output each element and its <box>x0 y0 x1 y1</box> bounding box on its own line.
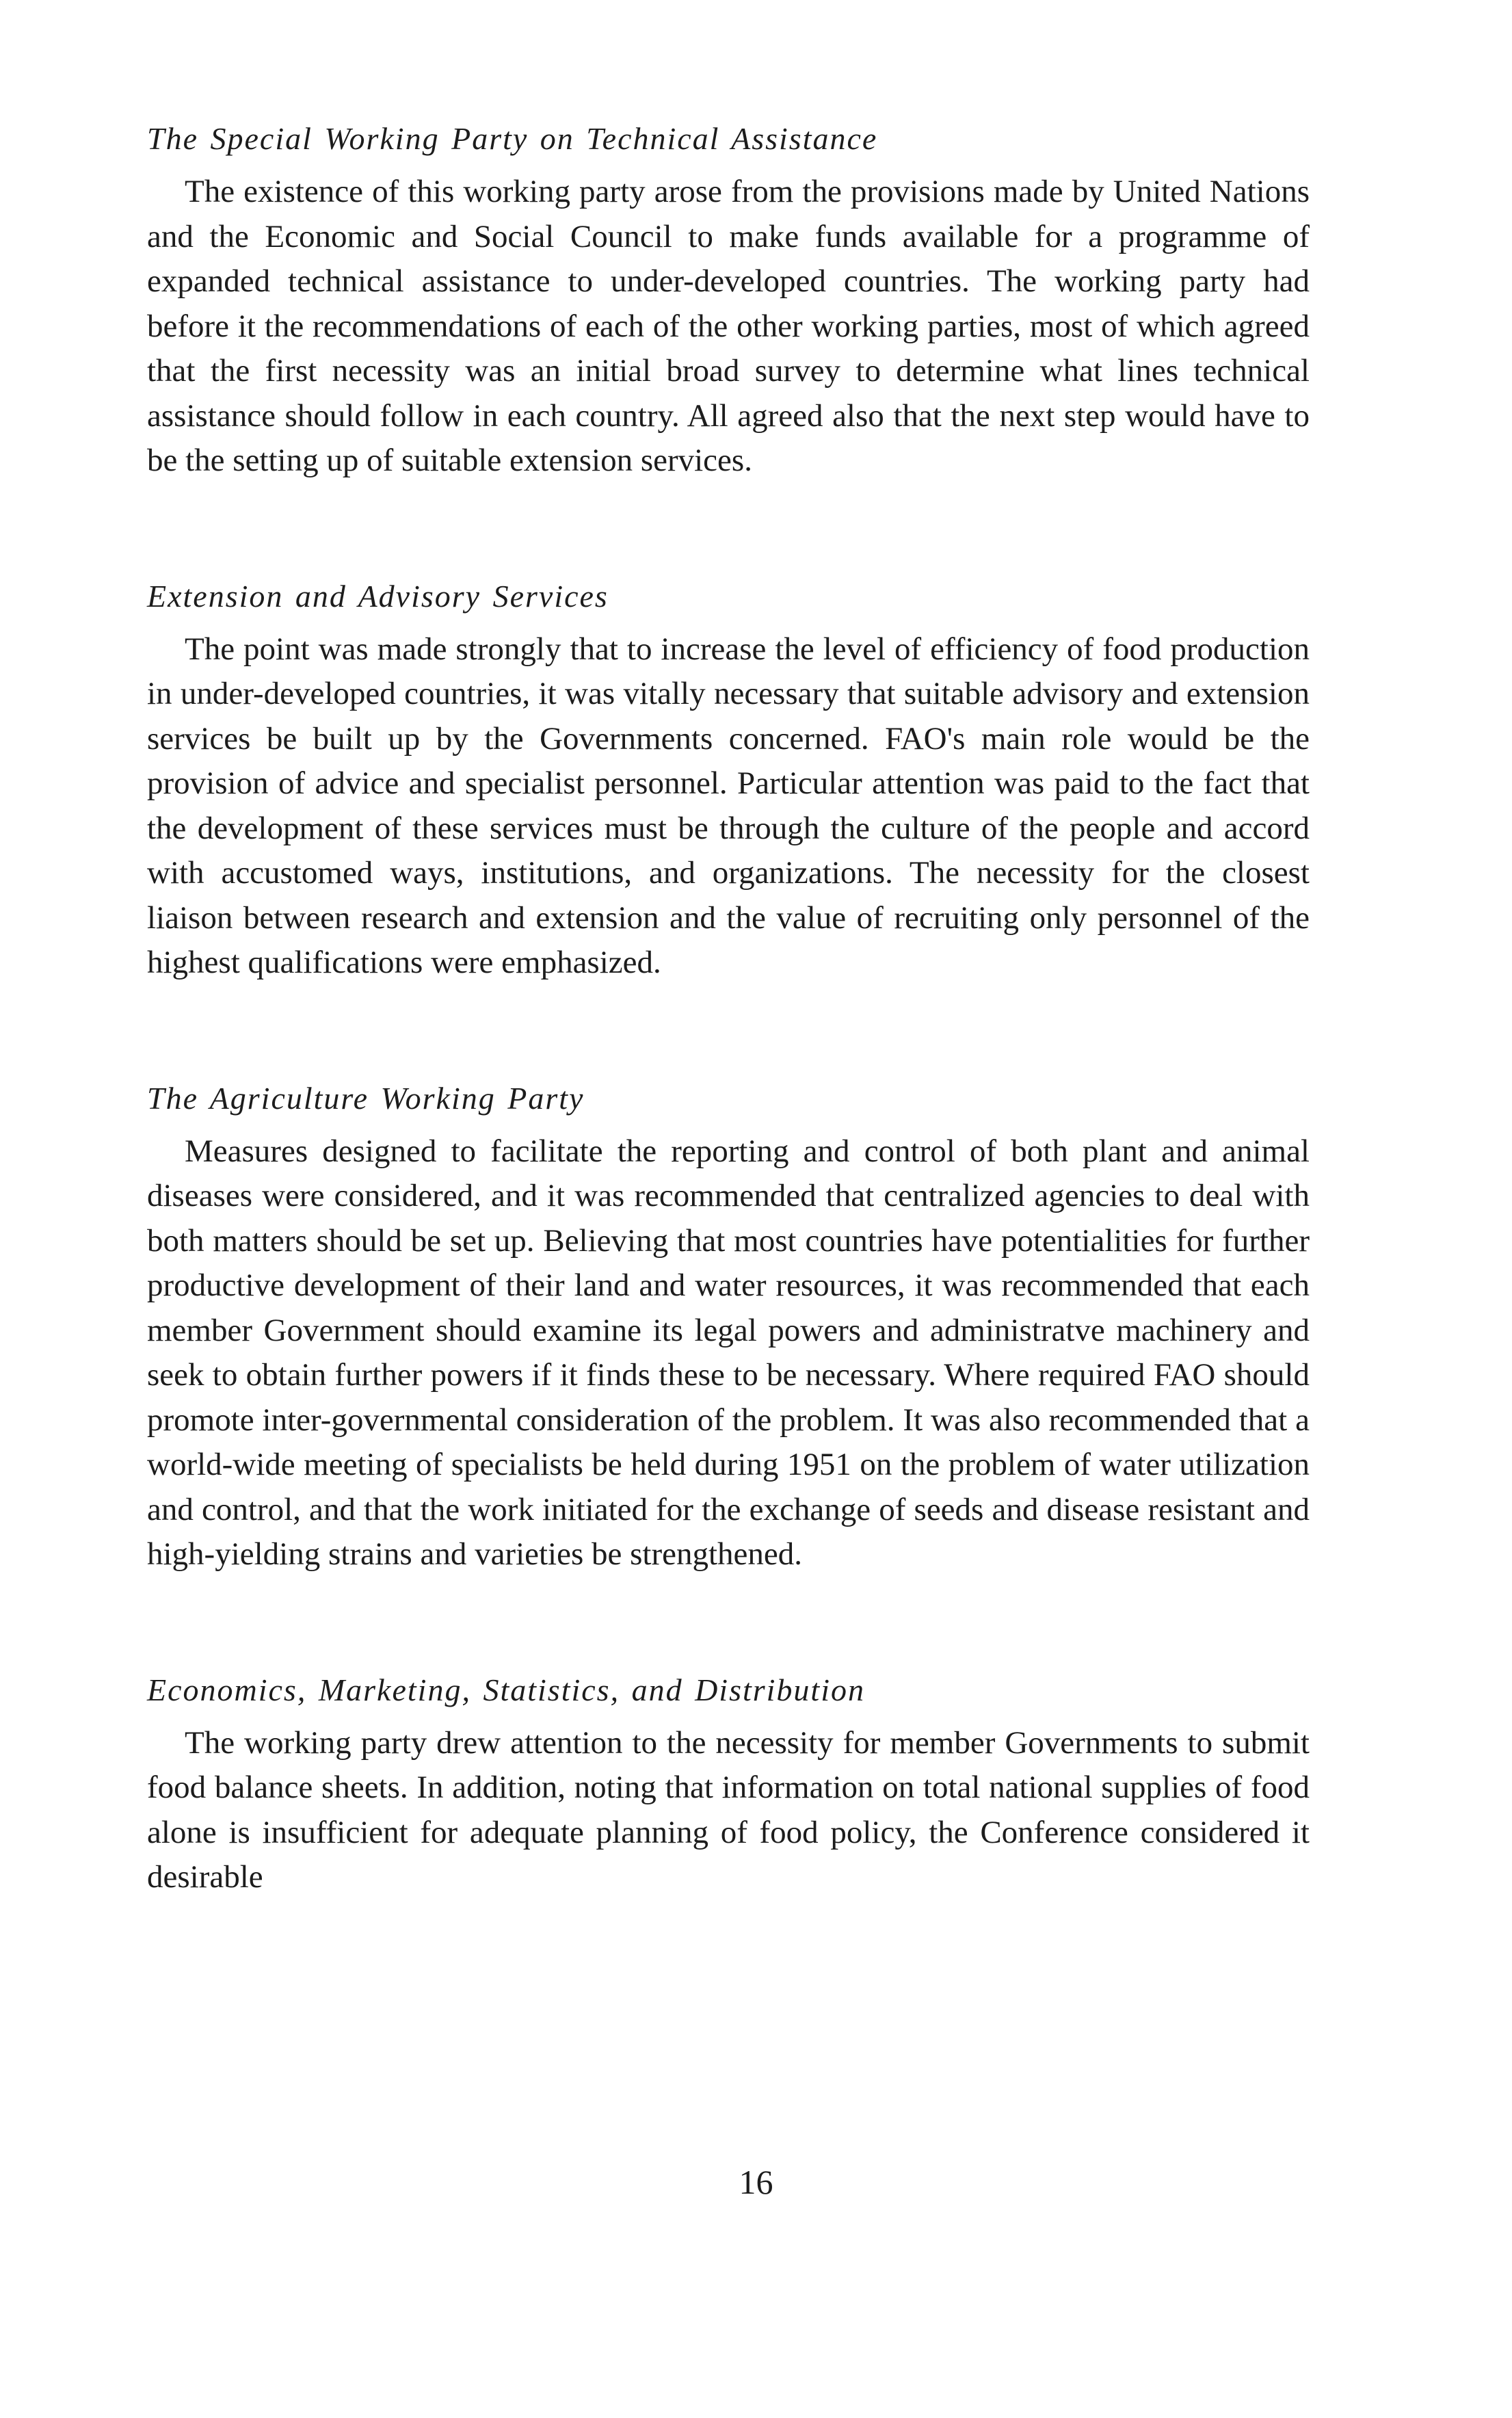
section-agriculture <box>147 1076 1310 1577</box>
page-number: 16 <box>739 2163 773 2201</box>
section-paragraph: The existence of this working party arose from the provisions made by United Nations and the Economic and Social Council to make funds available for a programme of expanded technical assistance to under-developed countries. The working party had before it the recommendations of each of the other working parties, most of which agreed that the first necessity was an initial broad survey to determine what lines technical assistance should follow in each country. All agreed also that the next step would have to be the setting up of suitable extension services. <box>147 174 1310 478</box>
section-paragraph: Measures designed to facilitate the reporting and control of both plant and animal diseases were considered, and it was recommended that centralized agencies to deal with both matters should be set up. Believing that most countries have potentialities for further productive development of their land and water resources, it was recommended that each member Government should examine its legal powers and administratve machinery and seek to obtain further powers if it finds these to be necessary. Where required FAO should promote inter-governmental consideration of the problem. It was also recommended that a world-wide meeting of specialists be held during 1951 on the problem of water utilization and control, and that the work initiated for the exchange of seeds and disease resistant and high-yielding strains and varieties be strengthened. <box>147 1133 1310 1572</box>
section-paragraph: The point was made strongly that to increase the level of efficiency of food production in under-developed countries, it was vitally necessary that suitable advisory and extension services be built up by the Governments concerned. FAO's main role would be the provision of advice and specialist personnel. Particular attention was paid to the fact that the development of these services must be through the culture of the people and accord with accustomed ways, institutions, and organizations. The necessity for the closest liaison between research and extension and the value of recruiting only personnel of the highest qualifications were emphasized. <box>147 631 1310 980</box>
page-content <box>147 116 1310 1990</box>
section-heading: The Agriculture Working Party <box>147 1080 585 1116</box>
section-technical-assistance <box>147 116 1310 484</box>
section-paragraph: The working party drew attention to the necessity for member Governments to submit food balance sheets. In addition, noting that information on total national supplies of food alone is insufficient for adequate planning of food policy, the Conference considered it desirable <box>147 1724 1310 1895</box>
section-heading: Extension and Advisory Services <box>147 578 609 614</box>
section-economics <box>147 1668 1310 1900</box>
section-heading: The Special Working Party on Technical Assistance <box>147 121 878 156</box>
section-extension-advisory <box>147 574 1310 986</box>
section-heading: Economics, Marketing, Statistics, and Distribution <box>147 1672 865 1707</box>
